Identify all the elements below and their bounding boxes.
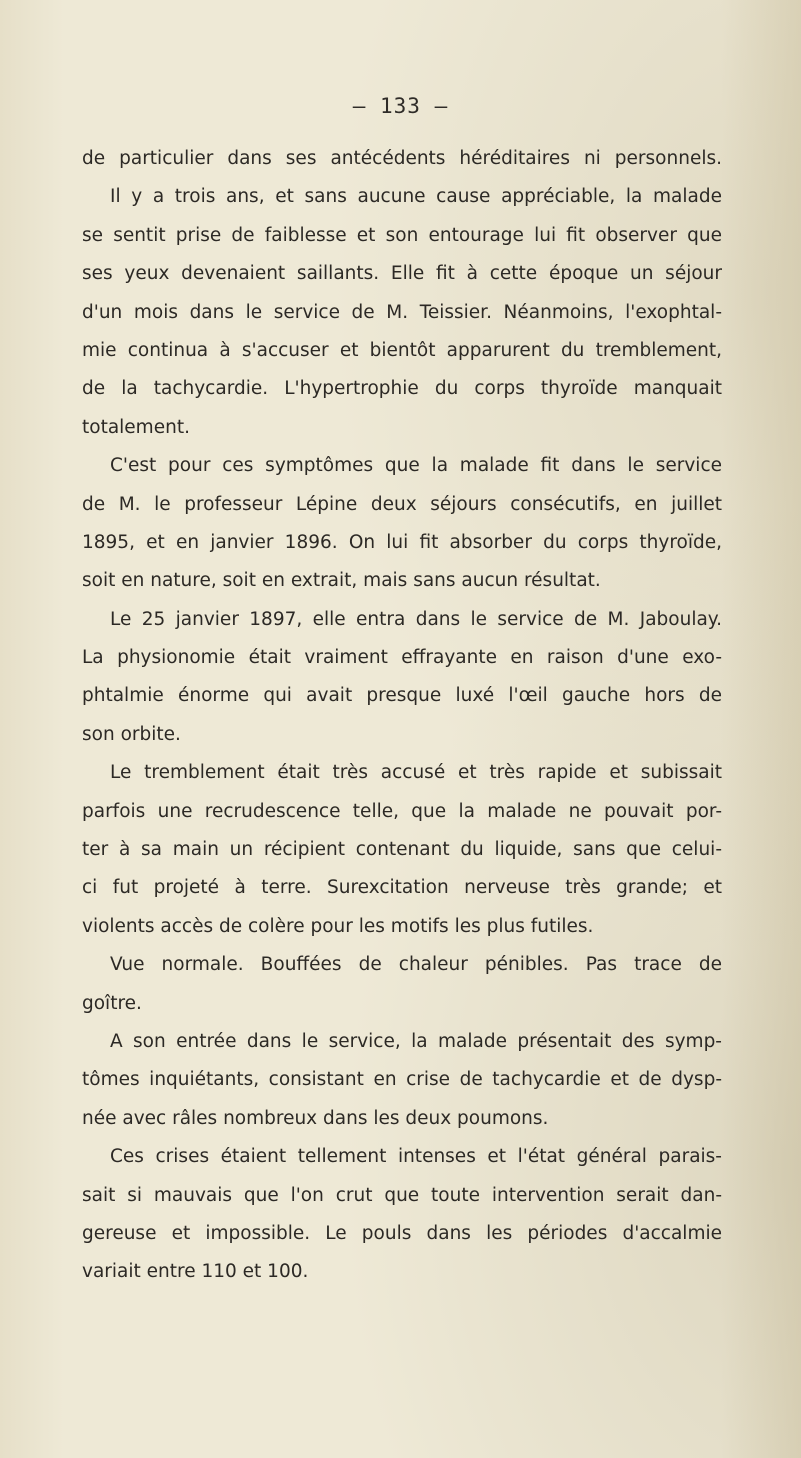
body-text [82, 140, 722, 1292]
text-line: violents accès de colère pour les motifs les plus futiles. [82, 915, 594, 937]
text-line: de la tachycardie. L'hypertrophie du corps thyroïde manquait [82, 378, 722, 400]
text-line: Il y a trois ans, et sans aucune cause appréciable, la malade [110, 186, 722, 208]
text-line: Ces crises étaient tellement intenses et l'état général parais- [110, 1146, 722, 1168]
text-line: née avec râles nombreux dans les deux poumons. [82, 1107, 549, 1129]
text-line: Le tremblement était très accusé et très rapide et subissait [110, 762, 722, 784]
text-line: goître. [82, 992, 142, 1014]
text-line: Vue normale. Bouffées de chaleur pénibles. Pas trace de [110, 954, 722, 976]
text-line: A son entrée dans le service, la malade présentait des symp- [110, 1030, 722, 1052]
text-line: gereuse et impossible. Le pouls dans les périodes d'accalmie [82, 1222, 722, 1244]
text-line: d'un mois dans le service de M. Teissier. Néanmoins, l'exophtal- [82, 301, 722, 323]
text-line: tômes inquiétants, consistant en crise de tachycardie et de dysp- [82, 1069, 722, 1091]
text-line: soit en nature, soit en extrait, mais sans aucun résultat. [82, 570, 601, 592]
text-line: ci fut projeté à terre. Surexcitation nerveuse très grande; et [82, 877, 722, 899]
text-line: de M. le professeur Lépine deux séjours consécutifs, en juillet [82, 493, 722, 515]
text-line: parfois une recrudescence telle, que la malade ne pouvait por- [82, 800, 722, 822]
text-line: mie continua à s'accuser et bientôt apparurent du tremblement, [82, 339, 722, 361]
text-line: La physionomie était vraiment effrayante en raison d'une exo- [82, 647, 722, 669]
text-line: ter à sa main un récipient contenant du liquide, sans que celui- [82, 839, 722, 861]
text-line: 1895, et en janvier 1896. On lui fit absorber du corps thyroïde, [82, 531, 722, 553]
page-number: — 133 — [352, 94, 449, 118]
text-line: ses yeux devenaient saillants. Elle fit à cette époque un séjour [82, 263, 722, 285]
text-line: sait si mauvais que l'on crut que toute intervention serait dan- [82, 1184, 722, 1206]
text-line: de particulier dans ses antécédents héréditaires ni personnels. [82, 148, 722, 169]
text-line: variait entre 110 et 100. [82, 1261, 309, 1283]
text-line: Le 25 janvier 1897, elle entra dans le service de M. Jaboulay. [110, 608, 722, 630]
text-line: totalement. [82, 416, 190, 438]
text-line: son orbite. [82, 723, 181, 745]
text-line: phtalmie énorme qui avait presque luxé l'œil gauche hors de [82, 685, 722, 707]
text-line: se sentit prise de faiblesse et son entourage lui fit observer que [82, 224, 722, 246]
text-line: C'est pour ces symptômes que la malade fit dans le service [110, 455, 722, 477]
